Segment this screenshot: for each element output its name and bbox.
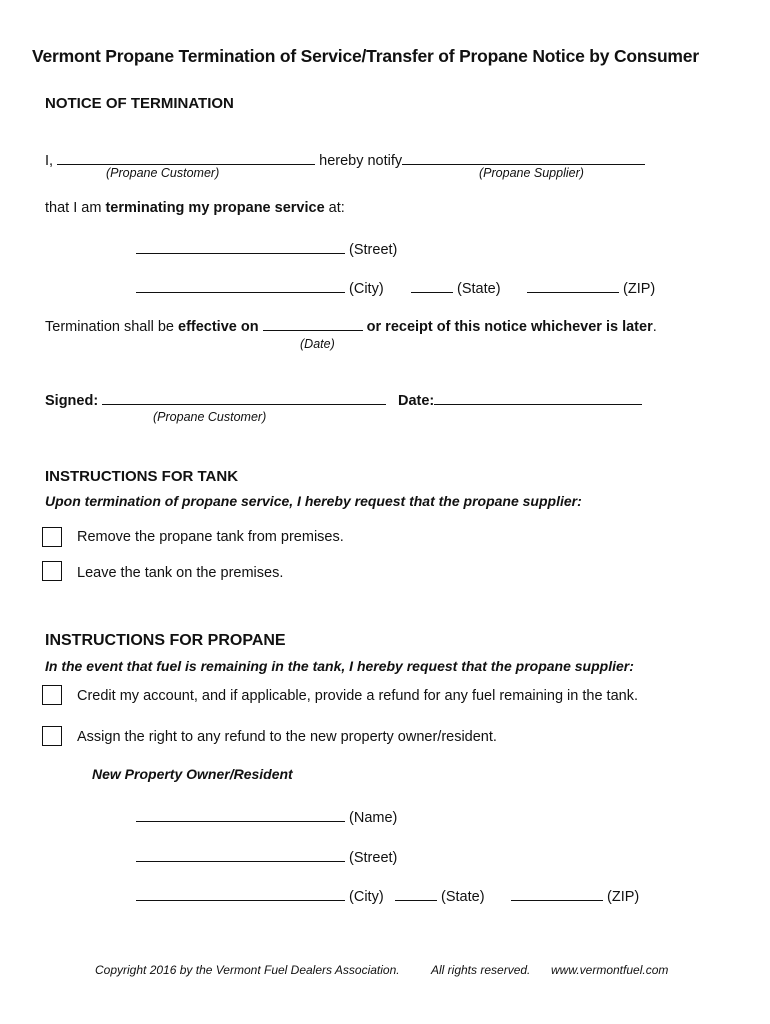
termination-prefix: Termination shall be [45, 319, 174, 335]
effective-date-field[interactable] [263, 316, 363, 331]
signature-field[interactable] [102, 390, 386, 405]
street-line [136, 239, 397, 258]
owner-city-line [136, 886, 384, 905]
street-field[interactable] [136, 239, 345, 254]
footer-website: www.vermontfuel.com [551, 963, 669, 977]
propane-subheading: In the event that fuel is remaining in the tank, I hereby request that the propane supplier: [45, 658, 634, 674]
remove-tank-checkbox[interactable] [42, 527, 62, 547]
footer-copyright: Copyright 2016 by the Vermont Fuel Dealers Association. [95, 963, 400, 977]
state-group [411, 278, 501, 297]
zip-field[interactable] [527, 278, 619, 293]
street-label: (Street) [349, 242, 398, 258]
signed-caption: (Propane Customer) [153, 410, 267, 424]
owner-state-label: (State) [441, 889, 485, 905]
date-group [398, 390, 642, 409]
date-label: Date: [398, 393, 435, 409]
credit-account-checkbox[interactable] [42, 685, 62, 705]
city-label: (City) [349, 281, 384, 297]
zip-label: (ZIP) [623, 281, 656, 297]
or-receipt-text: or receipt of this notice whichever is later [366, 319, 653, 335]
leave-tank-checkbox[interactable] [42, 561, 62, 581]
period: . [652, 319, 657, 335]
supplier-caption: (Propane Supplier) [479, 166, 584, 180]
customer-caption: (Propane Customer) [106, 166, 220, 180]
state-label: (State) [457, 281, 501, 297]
owner-street-field[interactable] [136, 847, 345, 862]
terminating-text: terminating my propane service [105, 200, 325, 216]
city-field[interactable] [136, 278, 345, 293]
date-field[interactable] [434, 390, 642, 405]
name-label: (Name) [349, 810, 398, 826]
tank-subheading: Upon termination of propane service, I hereby request that the propane supplier: [45, 493, 582, 509]
owner-zip-field[interactable] [511, 886, 603, 901]
tank-heading: INSTRUCTIONS FOR TANK [45, 468, 239, 485]
propane-supplier-field[interactable] [402, 150, 645, 165]
signed-line [45, 390, 386, 409]
document-title: Vermont Propane Termination of Service/Transfer of Propane Notice by Consumer [32, 46, 699, 66]
owner-state-field[interactable] [395, 886, 437, 901]
at-text: at: [328, 200, 345, 216]
hereby-notify-text: hereby notify [319, 153, 403, 169]
owner-city-label: (City) [349, 889, 384, 905]
name-line [136, 807, 397, 826]
leave-tank-label: Leave the tank on the premises. [77, 565, 284, 581]
owner-street-line [136, 847, 397, 866]
effective-line [45, 316, 657, 335]
owner-zip-group [511, 886, 639, 905]
footer-rights: All rights reserved. [431, 963, 531, 977]
remove-tank-label: Remove the propane tank from premises. [77, 529, 344, 545]
credit-account-label: Credit my account, and if applicable, provide a refund for any fuel remaining in the tank. [77, 688, 638, 704]
propane-heading: INSTRUCTIONS FOR PROPANE [45, 632, 286, 649]
zip-group [527, 278, 655, 297]
propane-customer-field[interactable] [57, 150, 315, 165]
date-caption: (Date) [300, 337, 335, 351]
state-field[interactable] [411, 278, 453, 293]
assign-refund-label: Assign the right to any refund to the new property owner/resident. [77, 729, 497, 745]
owner-state-group [395, 886, 485, 905]
signed-label: Signed: [45, 393, 99, 409]
owner-zip-label: (ZIP) [607, 889, 640, 905]
owner-street-label: (Street) [349, 850, 398, 866]
owner-city-field[interactable] [136, 886, 345, 901]
assign-refund-checkbox[interactable] [42, 726, 62, 746]
city-state-zip-line [136, 278, 384, 297]
terminating-line [45, 200, 345, 216]
owner-name-field[interactable] [136, 807, 345, 822]
that-i-am-text: that I am [45, 200, 102, 216]
effective-on-text: effective on [178, 319, 259, 335]
new-owner-heading: New Property Owner/Resident [92, 766, 293, 782]
notice-heading: NOTICE OF TERMINATION [45, 95, 234, 112]
i-prefix: I, [45, 153, 54, 169]
